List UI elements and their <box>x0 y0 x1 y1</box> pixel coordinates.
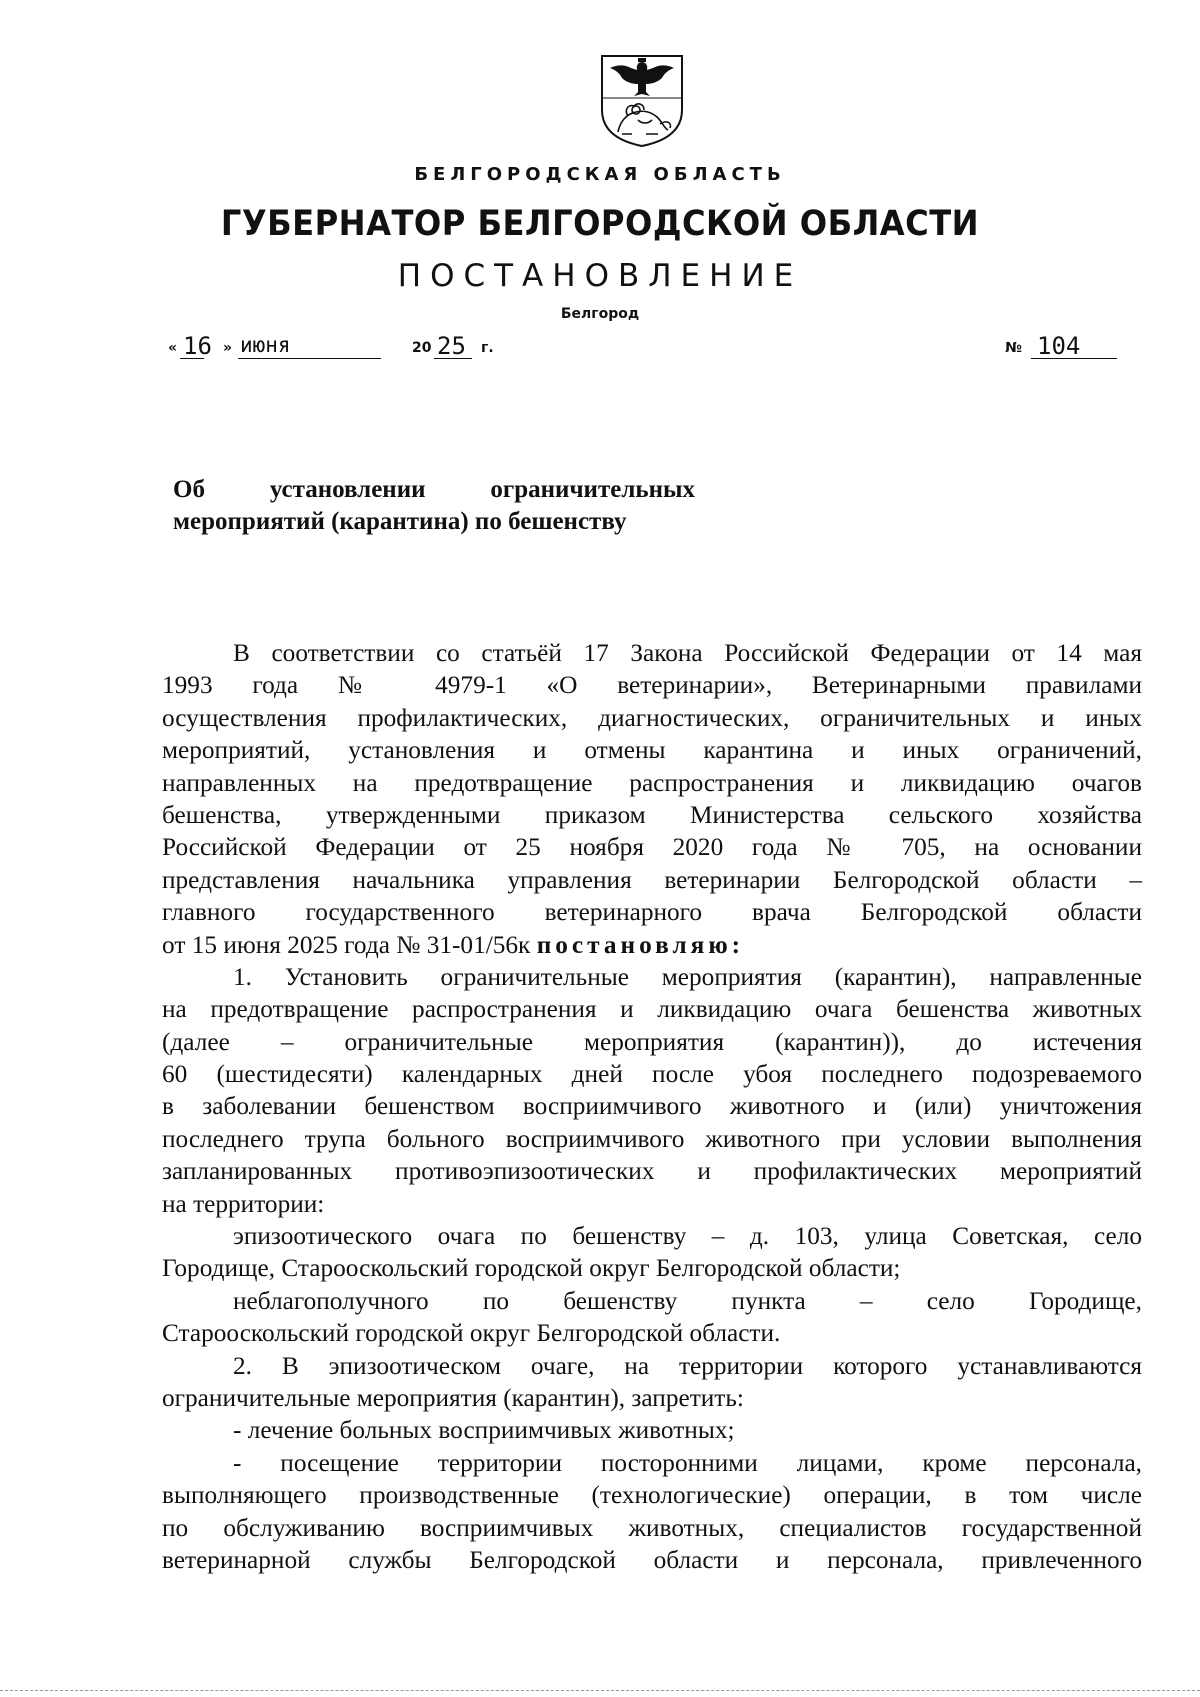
text-line: по обслуживанию восприимчивых животных, специалистов государственной <box>162 1513 1142 1542</box>
text-line: Старооскольский городской округ Белгородской области. <box>162 1319 781 1348</box>
coat-of-arms-icon <box>598 52 686 148</box>
text-line: последнего трупа больного восприимчивого животного при условии выполнения <box>162 1124 1142 1153</box>
text-line: на территории: <box>162 1189 325 1218</box>
date-day: 16 <box>183 332 212 360</box>
text-line: В соответствии со статьёй 17 Закона Российской Федерации от 14 мая <box>233 639 1142 667</box>
text-line: - посещение территории посторонними лицами, кроме персонала, <box>233 1448 1142 1477</box>
date-year-suffix: 25 <box>437 332 466 360</box>
document-type: ПОСТАНОВЛЕНИЕ <box>397 258 803 294</box>
text-line-start: от 15 июня 2025 года № 31-01/56к <box>162 930 531 959</box>
text-line: направленных на предотвращение распространения и ликвидацию очагов <box>162 768 1142 797</box>
authority-title: ГУБЕРНАТОР БЕЛГОРОДСКОЙ ОБЛАСТИ <box>220 204 980 244</box>
date-year-unit: г. <box>481 340 494 356</box>
document-body <box>162 637 1142 1576</box>
subject-line: Об установлении ограничительных <box>173 476 695 503</box>
page-bottom-edge <box>0 1690 1200 1691</box>
text-line: - лечение больных восприимчивых животных; <box>233 1416 735 1445</box>
decree-word: постановляю: <box>536 930 745 959</box>
date-year-prefix: 20 <box>412 340 432 356</box>
number-label: № <box>1005 340 1022 356</box>
text-line: на предотвращение распространения и ликвидацию очага бешенства животных <box>162 995 1142 1024</box>
text-line: неблагополучного по бешенству пункта – село Городище, <box>233 1286 1142 1315</box>
text-line: ограничительные мероприятия (карантин), запретить: <box>162 1383 744 1412</box>
date-year-field <box>434 334 472 359</box>
text-line: представления начальника управления ветеринарии Белгородской области – <box>162 865 1142 894</box>
text-line: выполняющего производственные (технологические) операции, в том числе <box>162 1481 1142 1510</box>
number-field <box>1031 334 1117 359</box>
text-line: главного государственного ветеринарного врача Белгородской области <box>162 898 1142 927</box>
date-month-field <box>238 334 381 359</box>
text-line: Российской Федерации от 25 ноября 2020 года № 705, на основании <box>162 833 1142 862</box>
subject-line: мероприятий (карантина) по бешенству <box>173 508 627 535</box>
text-line <box>162 929 1142 961</box>
text-line: осуществления профилактических, диагностических, ограничительных и иных <box>162 703 1142 732</box>
date-open-quote: « <box>168 340 178 356</box>
text-line: бешенства, утвержденными приказом Министерства сельского хозяйства <box>162 800 1142 829</box>
text-line: мероприятий, установления и отмены карантина и иных ограничений, <box>162 736 1142 765</box>
date-month: июня <box>240 333 291 357</box>
number-value: 104 <box>1037 332 1081 360</box>
text-line: (далее – ограничительные мероприятия (карантин)), до истечения <box>162 1027 1142 1056</box>
date-day-field <box>180 332 212 360</box>
text-line: в заболевании бешенством восприимчивого животного и (или) уничтожения <box>162 1092 1142 1121</box>
city-name: Белгород <box>560 306 640 322</box>
text-line: 60 (шестидесяти) календарных дней после убоя последнего подозреваемого <box>162 1060 1142 1089</box>
text-line: ветеринарной службы Белгородской области и персонала, привлеченного <box>162 1545 1142 1574</box>
document-subject <box>173 474 695 538</box>
coat-of-arms-drawing <box>598 52 686 148</box>
text-line: эпизоотического очага по бешенству – д. 103, улица Советская, село <box>233 1222 1142 1251</box>
text-line: Городище, Старооскольский городской округ Белгородской области; <box>162 1254 901 1283</box>
date-close-quote: » <box>223 340 233 356</box>
text-line: 1. Установить ограничительные мероприятия (карантин), направленные <box>233 962 1142 991</box>
region-title: БЕЛГОРОДСКАЯ ОБЛАСТЬ <box>414 164 786 185</box>
text-line: 1993 года № 4979-1 «О ветеринарии», Ветеринарными правилами <box>162 671 1142 700</box>
text-line: 2. В эпизоотическом очаге, на территории которого устанавливаются <box>233 1351 1142 1380</box>
text-line: запланированных противоэпизоотических и профилактических мероприятий <box>162 1157 1142 1186</box>
